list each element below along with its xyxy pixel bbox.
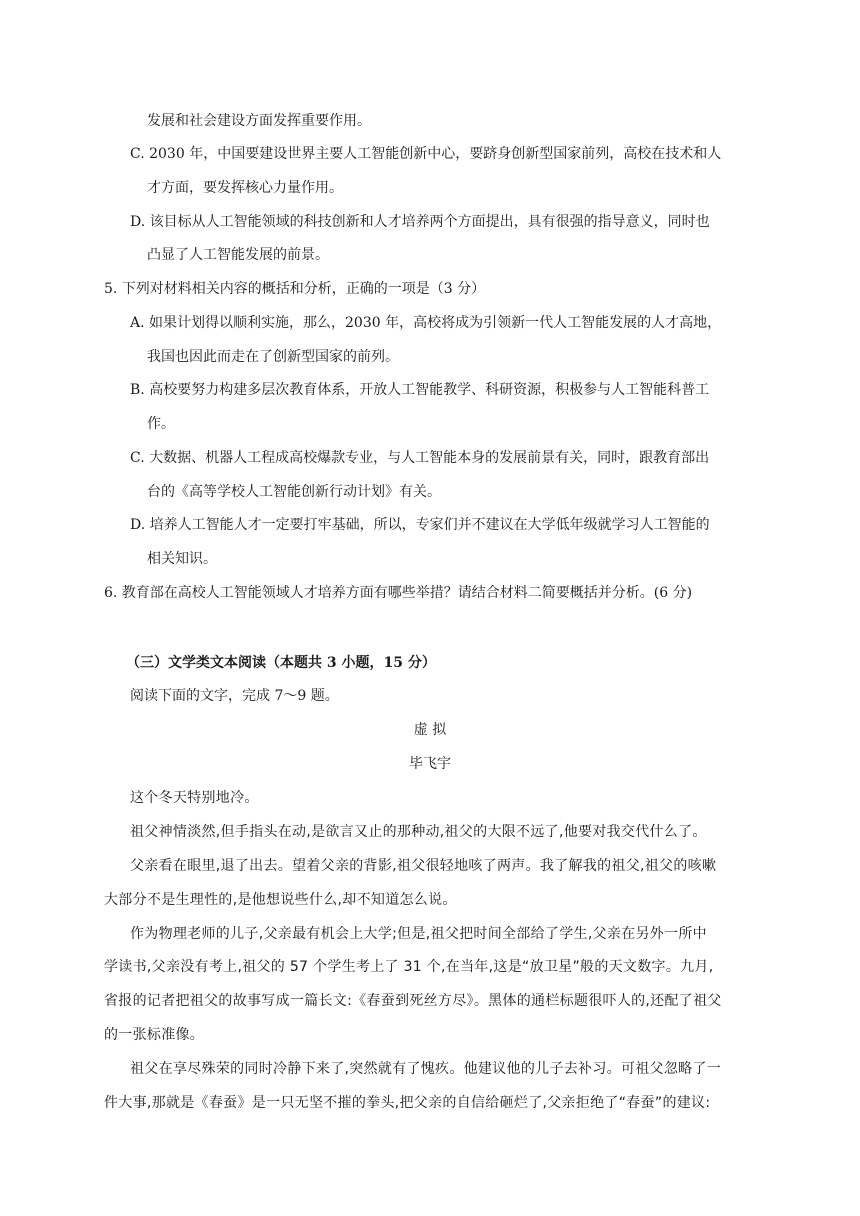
story-line: 件大事,那就是《春蚕》是一只无坚不摧的拳头,把父亲的自信给砸烂了,父亲拒绝了“春蚕”的建议:: [104, 1095, 711, 1111]
q5-option-a-line1: A. 如果计划得以顺利实施，那么，2030 年，高校将成为引领新一代人工智能发展的人才高地，: [130, 315, 722, 331]
story-title: 虚 拟: [413, 722, 447, 738]
section-instruction: 阅读下面的文字，完成 7～9 题。: [130, 688, 339, 704]
section-heading: （三）文学类文本阅读（本题共 3 小题，15 分）: [126, 655, 436, 671]
q4-option-b-line2: 发展和社会建设方面发挥重要作用。: [147, 113, 371, 129]
story-line: 祖父神情淡然,但手指头在动,是欲言又止的那种动,祖父的大限不远了,他要对我交代什么了。: [130, 824, 707, 840]
story-line: 祖父在享尽殊荣的同时冷静下来了,突然就有了愧疚。他建议他的儿子去补习。可祖父忽略了一: [130, 1061, 722, 1077]
q4-option-d-line2: 凸显了人工智能发展的前景。: [147, 247, 329, 263]
q5-option-c-line2: 台的《高等学校人工智能创新行动计划》有关。: [147, 484, 441, 500]
q4-option-d-line1: D. 该目标从人工智能领域的科技创新和人才培养两个方面提出，具有很强的指导意义，同时也: [130, 214, 710, 230]
q5-option-b-line2: 作。: [147, 416, 175, 432]
story-line: 学读书,父亲没有考上,祖父的 57 个学生考上了 31 个,在当年,这是“放卫星”般的天文数字。九月,: [104, 959, 714, 975]
story-line: 父亲看在眼里,退了出去。望着父亲的背影,祖父很轻地咳了两声。我了解我的祖父,祖父的咳嗽: [130, 858, 717, 874]
q4-option-c-line2: 才方面，要发挥核心力量作用。: [147, 180, 343, 196]
q5-option-d-line1: D. 培养人工智能人才一定要打牢基础，所以，专家们并不建议在大学低年级就学习人工智能的: [130, 517, 710, 533]
story-line: 大部分不是生理性的,是他想说些什么,却不知道怎么说。: [104, 892, 457, 908]
q5-option-b-line1: B. 高校要努力构建多层次教育体系，开放人工智能教学、科研资源，积极参与人工智能科普工: [130, 382, 710, 398]
q6-stem: 6. 教育部在高校人工智能领域人才培养方面有哪些举措？请结合材料二简要概括并分析。(6 分): [104, 585, 693, 601]
q5-option-a-line2: 我国也因此而走在了创新型国家的前列。: [147, 349, 399, 365]
story-line: 作为物理老师的儿子,父亲最有机会上大学;但是,祖父把时间全部给了学生,父亲在另外一所中: [130, 926, 707, 942]
q5-option-c-line1: C. 大数据、机器人工程成高校爆款专业，与人工智能本身的发展前景有关，同时，跟教育部出: [130, 450, 710, 466]
story-author: 毕飞宇: [409, 756, 451, 772]
story-line: 这个冬天特别地冷。: [130, 790, 259, 806]
q5-option-d-line2: 相关知识。: [147, 551, 217, 567]
q4-option-c-line1: C. 2030 年，中国要建设世界主要人工智能创新中心，要跻身创新型国家前列，高校在技术和人: [130, 146, 722, 162]
q5-stem: 5. 下列对材料相关内容的概括和分析，正确的一项是（3 分）: [104, 281, 486, 297]
story-line: 省报的记者把祖父的故事写成一篇长文:《春蚕到死丝方尽》。黑体的通栏标题很吓人的,还配了祖父: [104, 993, 722, 1009]
story-line: 的一张标准像。: [104, 1027, 205, 1043]
